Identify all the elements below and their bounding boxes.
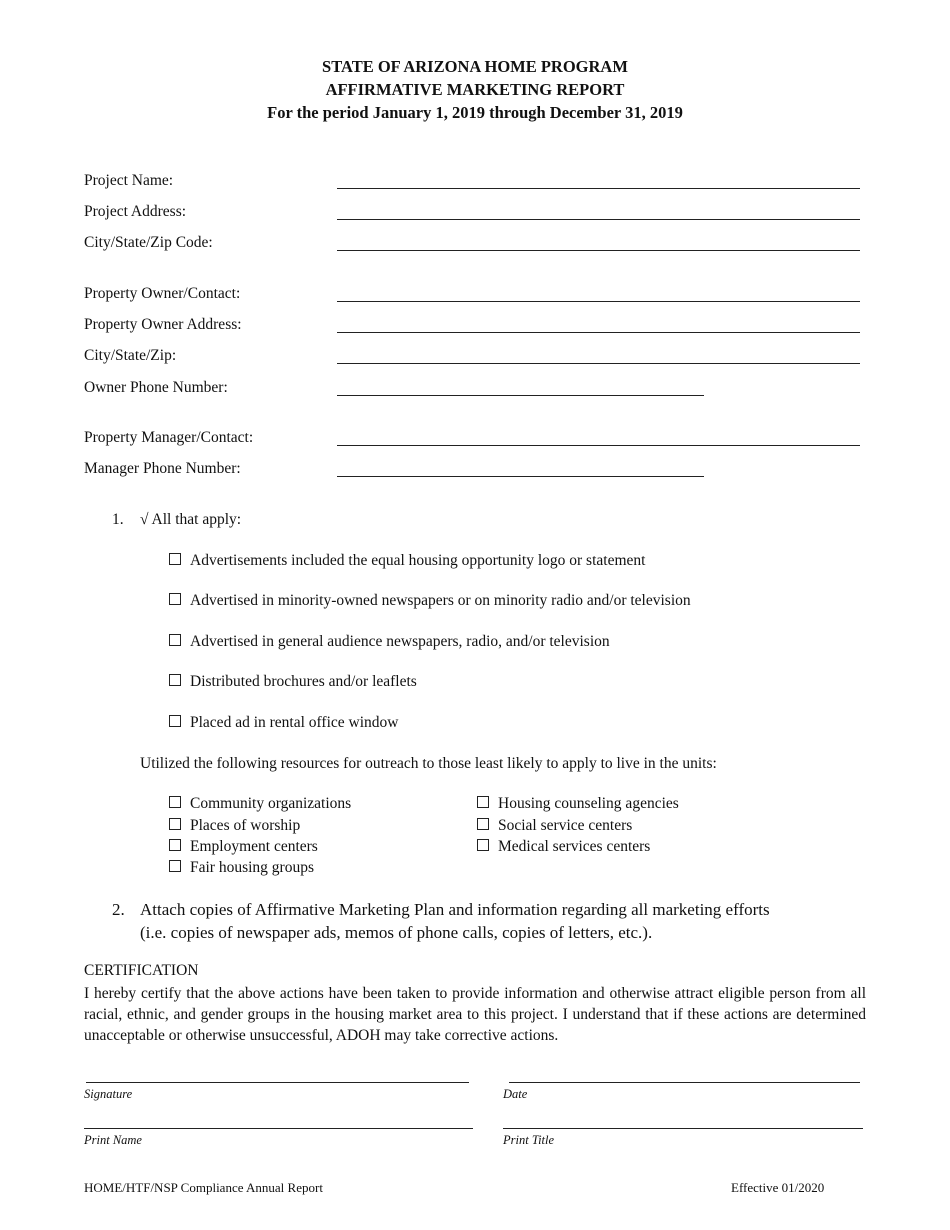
check-item-minority-media[interactable]	[169, 592, 691, 610]
check-item-label: Advertisements included the equal housing opportunity logo or statement	[190, 552, 646, 569]
resource-label: Community organizations	[190, 795, 352, 812]
date-field[interactable]	[509, 1082, 860, 1083]
resource-label: Places of worship	[190, 817, 301, 834]
check-item-label: Advertised in minority-owned newspapers or on minority radio and/or television	[190, 592, 691, 609]
resource-social-service-centers[interactable]	[477, 817, 632, 835]
resource-label: Employment centers	[190, 838, 318, 855]
check-item-general-media[interactable]	[169, 633, 610, 651]
resource-fair-housing-groups[interactable]	[169, 859, 314, 877]
project-name-label: Project Name:	[84, 172, 174, 189]
owner-phone-field[interactable]	[337, 395, 704, 396]
project-city-state-zip-label: City/State/Zip Code:	[84, 234, 213, 251]
date-label: Date	[503, 1087, 528, 1101]
resource-medical-services-centers[interactable]	[477, 838, 650, 856]
certification-heading: CERTIFICATION	[84, 962, 199, 979]
checkbox-icon[interactable]	[169, 796, 181, 808]
form-title: STATE OF ARIZONA HOME PROGRAM	[322, 57, 628, 76]
project-address-field[interactable]	[337, 219, 860, 220]
resource-label: Medical services centers	[498, 838, 651, 855]
check-item-label: Advertised in general audience newspapers, radio, and/or television	[190, 633, 610, 650]
resource-housing-counseling[interactable]	[477, 795, 679, 813]
print-name-field[interactable]	[84, 1128, 473, 1129]
resources-intro: Utilized the following resources for outreach to those least likely to apply to live in the units:	[140, 755, 717, 772]
print-title-field[interactable]	[503, 1128, 863, 1129]
project-address-label: Project Address:	[84, 203, 187, 220]
report-title: AFFIRMATIVE MARKETING REPORT	[325, 80, 625, 99]
checkbox-icon[interactable]	[169, 839, 181, 851]
check-item-eho-logo[interactable]	[169, 552, 645, 570]
resource-employment-centers[interactable]	[169, 838, 318, 856]
project-city-state-zip-field[interactable]	[337, 250, 860, 251]
manager-phone-label: Manager Phone Number:	[84, 460, 241, 477]
resource-label: Fair housing groups	[190, 859, 314, 876]
report-period: For the period January 1, 2019 through December 31, 2019	[267, 103, 683, 122]
section-2-number: 2.	[112, 900, 125, 919]
manager-phone-field[interactable]	[337, 476, 704, 477]
section-1-number: 1.	[112, 511, 124, 528]
resource-label: Social service centers	[498, 817, 633, 834]
property-manager-contact-field[interactable]	[337, 445, 860, 446]
check-item-label: Placed ad in rental office window	[190, 714, 399, 731]
property-owner-address-label: Property Owner Address:	[84, 316, 242, 333]
footer-effective-date: Effective 01/2020	[731, 1180, 825, 1195]
checkbox-icon[interactable]	[169, 593, 181, 605]
checkbox-icon[interactable]	[477, 796, 489, 808]
checkbox-icon[interactable]	[477, 839, 489, 851]
check-item-brochures[interactable]	[169, 673, 417, 691]
section-2-line-2: (i.e. copies of newspaper ads, memos of phone calls, copies of letters, etc.).	[140, 923, 653, 942]
owner-phone-label: Owner Phone Number:	[84, 379, 228, 396]
owner-city-state-zip-label: City/State/Zip:	[84, 347, 177, 364]
section-1-heading: √ All that apply:	[140, 511, 242, 528]
resource-label: Housing counseling agencies	[498, 795, 679, 812]
signature-field[interactable]	[86, 1082, 469, 1083]
checkbox-icon[interactable]	[169, 860, 181, 872]
property-owner-contact-field[interactable]	[337, 301, 860, 302]
print-title-label: Print Title	[503, 1133, 555, 1147]
signature-label: Signature	[84, 1087, 133, 1101]
property-owner-address-field[interactable]	[337, 332, 860, 333]
checkbox-icon[interactable]	[169, 553, 181, 565]
resource-community-organizations[interactable]	[169, 795, 351, 813]
checkbox-icon[interactable]	[169, 674, 181, 686]
checkbox-icon[interactable]	[169, 634, 181, 646]
property-manager-contact-label: Property Manager/Contact:	[84, 429, 254, 446]
section-2-line-1: Attach copies of Affirmative Marketing Plan and information regarding all marketing efforts	[140, 900, 770, 919]
checkbox-icon[interactable]	[169, 715, 181, 727]
owner-city-state-zip-field[interactable]	[337, 363, 860, 364]
checkbox-icon[interactable]	[477, 818, 489, 830]
project-name-field[interactable]	[337, 188, 860, 189]
footer-report-name: HOME/HTF/NSP Compliance Annual Report	[84, 1180, 323, 1195]
certification-statement: I hereby certify that the above actions have been taken to provide information and otherwise attract eligible person from all racial, ethnic, and gender groups in the housing market area to this project. I understand that if these actions are determined unacceptable or otherwise unsuccessful, ADOH may take corrective actions.	[84, 985, 866, 1044]
check-item-label: Distributed brochures and/or leaflets	[190, 673, 417, 690]
checkbox-icon[interactable]	[169, 818, 181, 830]
property-owner-contact-label: Property Owner/Contact:	[84, 285, 241, 302]
resource-places-of-worship[interactable]	[169, 817, 300, 835]
print-name-label: Print Name	[84, 1133, 142, 1147]
check-item-office-window[interactable]	[169, 714, 398, 732]
